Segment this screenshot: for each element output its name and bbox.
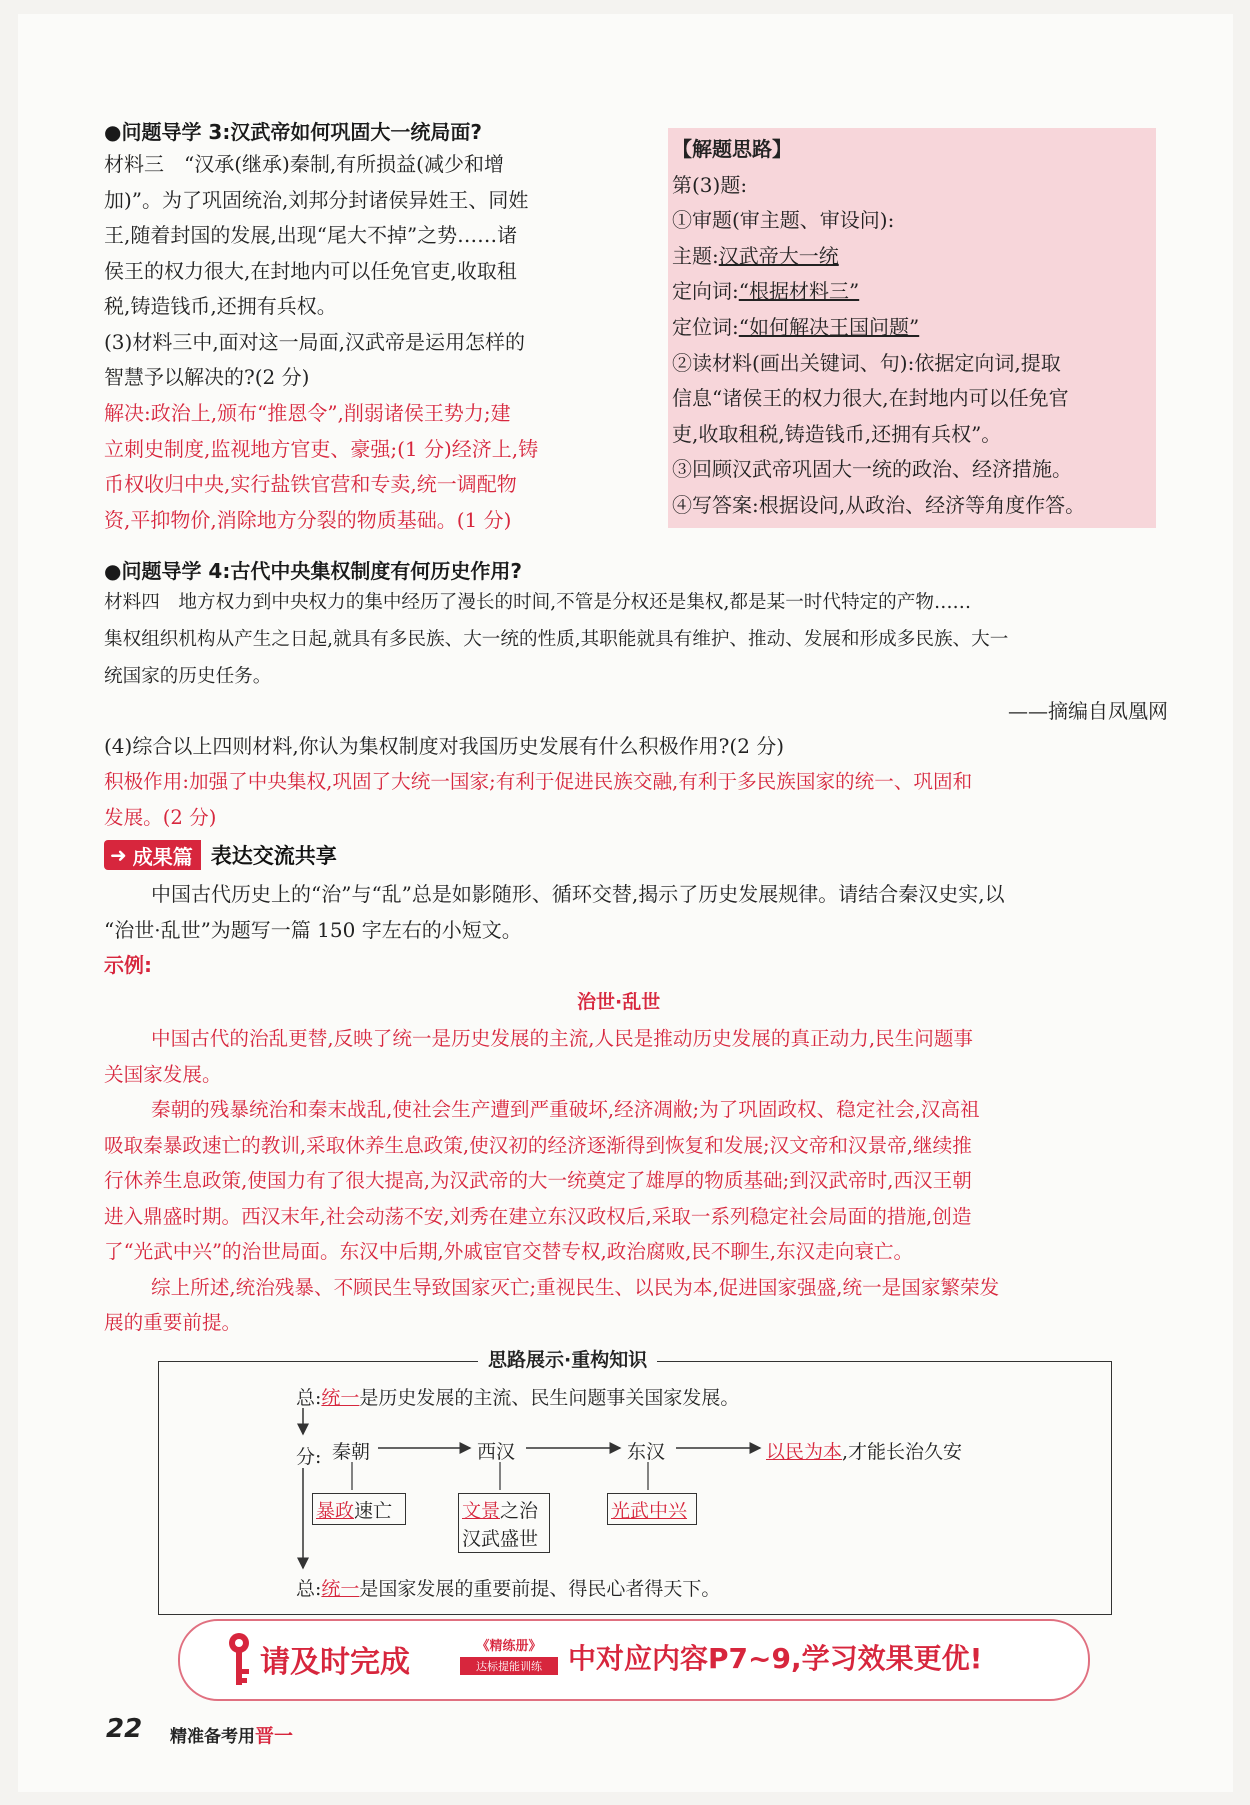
hint-step2: ②读材料(画出关键词、句):依据定向词,提取 <box>672 350 1061 375</box>
page-number: 22 <box>106 1714 143 1744</box>
q4-material-line: 集权组织机构从产生之日起,就具有多民族、大一统的性质,其职能就具有维护、推动、发展和形成多民族、大一 <box>104 629 1009 650</box>
q3-material-line: 加)”。为了巩固统治,刘邦分封诸侯异姓王、同姓 <box>104 187 529 212</box>
hint-direction: 定向词:“根据材料三” <box>672 279 860 304</box>
mindmap-mid-label: 分: <box>296 1446 322 1468</box>
q3-answer-line: 解决:政治上,颁布“推恩令”,削弱诸侯王势力;建 <box>104 401 511 425</box>
mindmap-title: 思路展示·重构知识 <box>478 1345 657 1372</box>
q3-material-line: 税,铸造钱币,还拥有兵权。 <box>104 294 337 318</box>
section-title: 表达交流共享 <box>210 844 337 868</box>
example-line: 了“光武中兴”的治世局面。东汉中后期,外戚宦官交替专权,政治腐败,民不聊生,东汉走向衰亡。 <box>104 1240 914 1263</box>
q4-material-line: 统国家的历史任务。 <box>104 666 272 687</box>
q3-title: ●问题导学 3:汉武帝如何巩固大一统局面? <box>104 120 482 144</box>
arrow-right-icon: ➜ <box>110 843 127 867</box>
mindmap-box-donghan-text: 光武中兴 <box>611 1500 688 1522</box>
banner-book: 《精练册》 达标提能训练 <box>460 1635 558 1675</box>
mindmap-box-qin-text: 暴政速亡 <box>316 1500 393 1522</box>
q3-question-line: (3)材料三中,面对这一局面,汉武帝是运用怎样的 <box>104 329 526 354</box>
example-line: 进入鼎盛时期。西汉末年,社会动荡不安,刘秀在建立东汉政权后,采取一系列稳定社会局面的措施,创造 <box>104 1204 972 1228</box>
mindmap-bottom: 总:统一是国家发展的重要前提、得民心者得天下。 <box>296 1578 721 1600</box>
mindmap-box-xihan-line2: 汉武盛世 <box>462 1528 539 1550</box>
example-line: 展的重要前提。 <box>104 1311 242 1334</box>
hint-heading: 【解题思路】 <box>672 137 792 161</box>
q4-title: ●问题导学 4:古代中央集权制度有何历史作用? <box>104 559 522 583</box>
example-line: 行休养生息政策,使国力有了很大提高,为汉武帝的大一统奠定了雄厚的物质基础;到汉武帝时,西汉王朝 <box>104 1169 972 1192</box>
example-line: 综上所述,统治残暴、不顾民生导致国家灭亡;重视民生、以民为本,促进国家强盛,统一是国家繁荣发 <box>151 1275 1000 1299</box>
example-line: 中国古代的治乱更替,反映了统一是历史发展的主流,人民是推动历史发展的真正动力,民生问题事 <box>151 1027 974 1050</box>
q4-question: (4)综合以上四则材料,你认为集权制度对我国历史发展有什么积极作用?(2 分) <box>104 734 785 758</box>
task-line: 中国古代历史上的“治”与“乱”总是如影随形、循环交替,揭示了历史发展规律。请结合秦汉史实,以 <box>151 882 1005 906</box>
mindmap-box-xihan-text: 文景之治 <box>462 1500 539 1522</box>
reminder-banner <box>178 1619 1090 1701</box>
banner-text-right: 中对应内容P7~9,学习效果更优! <box>568 1642 983 1675</box>
example-line: 关国家发展。 <box>104 1062 222 1086</box>
q4-source: ——摘编自凤凰网 <box>1008 699 1168 723</box>
hint-step2: 信息“诸侯王的权力很大,在封地内可以任免官 <box>672 386 1069 411</box>
mindmap-top: 总:统一是历史发展的主流、民生问题事关国家发展。 <box>296 1387 740 1409</box>
mindmap-qin: 秦朝 <box>332 1441 371 1463</box>
hint-question: 第(3)题: <box>672 172 748 197</box>
section-tag-label: 成果篇 <box>132 844 193 869</box>
mindmap-xihan: 西汉 <box>477 1441 516 1463</box>
hint-step1: ①审题(审主题、审设问): <box>672 208 895 233</box>
footer-text: 精准备考用晋一 <box>170 1725 294 1747</box>
example-line: 吸取秦暴政速亡的教训,采取休养生息政策,使汉初的经济逐渐得到恢复和发展;汉文帝和汉景帝,继续推 <box>104 1133 972 1157</box>
example-title: 治世·乱世 <box>577 991 661 1013</box>
hint-position: 定位词:“如何解决王国问题” <box>672 314 920 339</box>
hint-step3: ③回顾汉武帝巩固大一统的政治、经济措施。 <box>672 457 1072 482</box>
q3-answer-line: 币权收归中央,实行盐铁官营和专卖,统一调配物 <box>104 472 517 496</box>
q4-answer-line: 积极作用:加强了中央集权,巩固了大统一国家;有利于促进民族交融,有利于多民族国家的统一、巩固和 <box>104 770 973 793</box>
hint-topic: 主题:汉武帝大一统 <box>672 243 839 268</box>
key-icon <box>224 1631 254 1689</box>
q3-answer-line: 资,平抑物价,消除地方分裂的物质基础。(1 分) <box>104 507 512 532</box>
q3-answer-line: 立刺史制度,监视地方官吏、豪强;(1 分)经济上,铸 <box>104 436 539 461</box>
q3-material-line: 王,随着封国的发展,出现“尾大不掉”之势……诸 <box>104 223 518 247</box>
mindmap-end: 以民为本,才能长治久安 <box>766 1441 963 1463</box>
q3-material-line: 材料三 “汉承(继承)秦制,有所损益(减少和增 <box>104 152 504 176</box>
q4-material-line: 材料四 地方权力到中央权力的集中经历了漫长的时间,不管是分权还是集权,都是某一时代特定的产物…… <box>104 592 972 613</box>
task-line: “治世·乱世”为题写一篇 150 字左右的小短文。 <box>104 917 522 942</box>
q4-answer-line: 发展。(2 分) <box>104 805 217 829</box>
mindmap-donghan: 东汉 <box>627 1441 666 1463</box>
banner-text-left: 请及时完成 <box>260 1645 410 1680</box>
q3-question-line: 智慧予以解决的?(2 分) <box>104 365 310 389</box>
q3-material-line: 侯王的权力很大,在封地内可以任免官吏,收取租 <box>104 258 517 283</box>
example-label: 示例: <box>104 953 152 977</box>
hint-step2: 吏,收取租税,铸造钱币,还拥有兵权”。 <box>672 421 1002 446</box>
example-line: 秦朝的残暴统治和秦末战乱,使社会生产遭到严重破坏,经济凋敝;为了巩固政权、稳定社会,汉高祖 <box>151 1098 980 1121</box>
hint-step4: ④写答案:根据设问,从政治、经济等角度作答。 <box>672 492 1086 517</box>
